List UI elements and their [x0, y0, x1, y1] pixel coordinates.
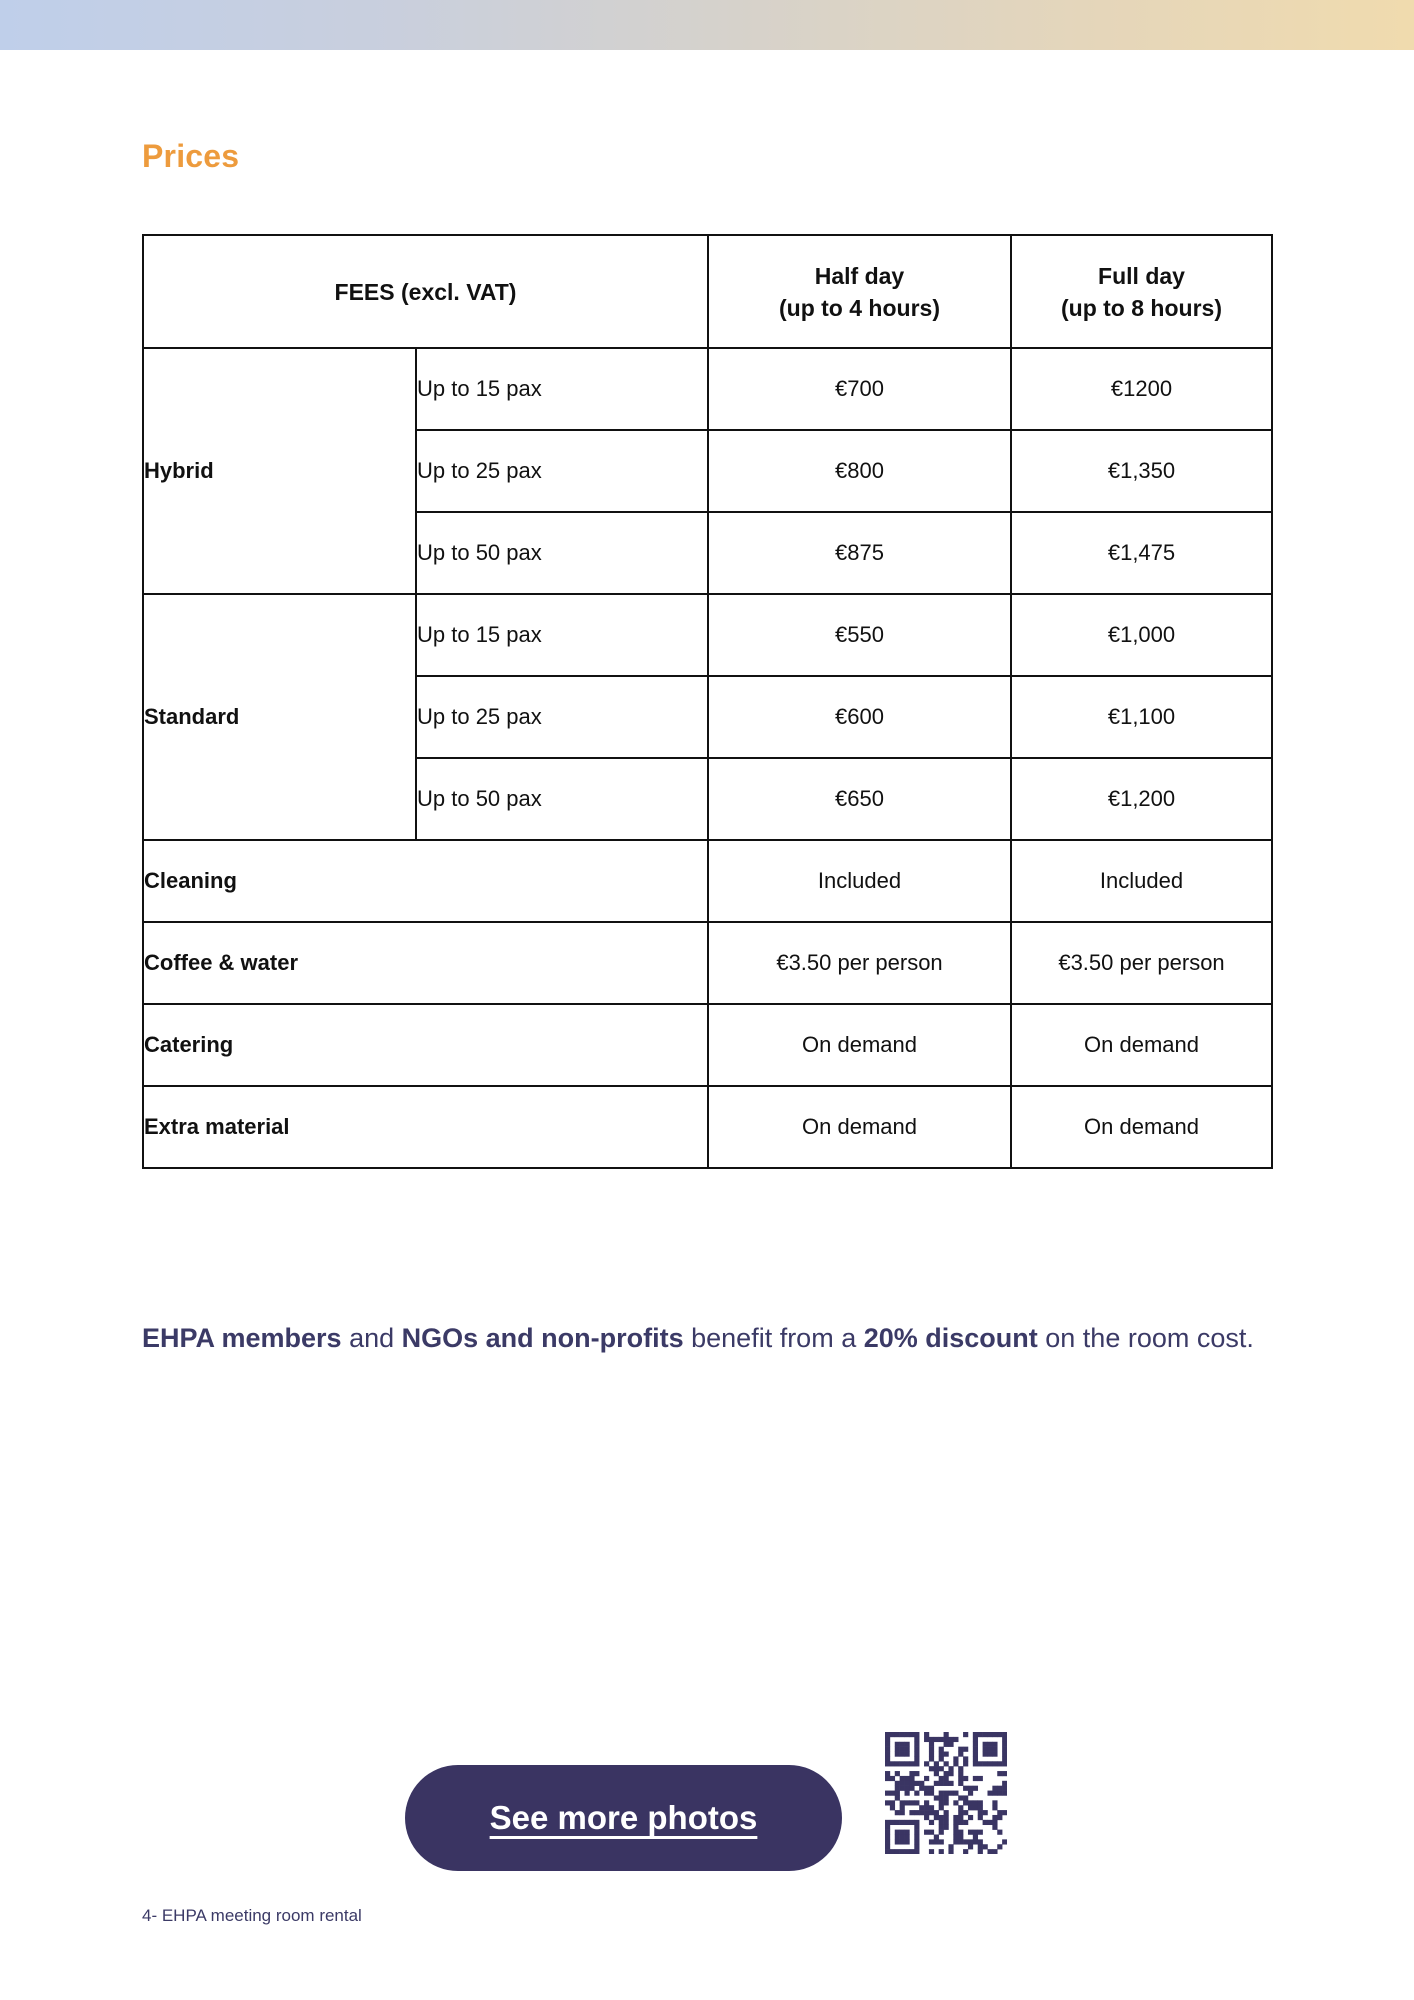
discount-note: [142, 1315, 1262, 1361]
capacity-cell: Up to 50 pax: [416, 512, 708, 594]
top-gradient-banner: [0, 0, 1414, 50]
discount-note-text: on the room cost.: [1037, 1323, 1254, 1353]
page-footer: 4- EHPA meeting room rental: [142, 1906, 362, 1925]
discount-note-text: and: [341, 1323, 402, 1353]
see-more-photos-button[interactable]: [405, 1765, 842, 1871]
half-day-price-cell: €700: [708, 348, 1011, 430]
full-day-price-cell: €1,100: [1011, 676, 1272, 758]
full-day-line2: (up to 8 hours): [1061, 294, 1222, 321]
half-day-value-cell: On demand: [708, 1086, 1011, 1168]
half-day-price-cell: €875: [708, 512, 1011, 594]
page-title: Prices: [142, 138, 240, 174]
capacity-cell: Up to 15 pax: [416, 348, 708, 430]
prices-table: [142, 234, 1273, 1169]
capacity-cell: Up to 25 pax: [416, 430, 708, 512]
full-day-line1: Full day: [1098, 262, 1185, 289]
full-day-value-cell: On demand: [1011, 1004, 1272, 1086]
group-label-standard: Standard: [143, 594, 416, 840]
full-day-price-cell: €1,200: [1011, 758, 1272, 840]
fees-header-cell: FEES (excl. VAT): [143, 235, 708, 348]
table-row: [143, 348, 1272, 430]
half-day-price-cell: €800: [708, 430, 1011, 512]
half-day-value-cell: €3.50 per person: [708, 922, 1011, 1004]
full-day-value-cell: On demand: [1011, 1086, 1272, 1168]
discount-note-ehpa-members: EHPA members: [142, 1323, 342, 1353]
table-row: [143, 594, 1272, 676]
service-label-extra-material: Extra material: [143, 1086, 708, 1168]
capacity-cell: Up to 25 pax: [416, 676, 708, 758]
service-label-catering: Catering: [143, 1004, 708, 1086]
discount-note-text: benefit from a: [683, 1323, 864, 1353]
full-day-price-cell: €1,350: [1011, 430, 1272, 512]
half-day-value-cell: Included: [708, 840, 1011, 922]
group-label-hybrid: Hybrid: [143, 348, 416, 594]
capacity-cell: Up to 15 pax: [416, 594, 708, 676]
full-day-value-cell: €3.50 per person: [1011, 922, 1272, 1004]
full-day-price-cell: €1,000: [1011, 594, 1272, 676]
table-row: [143, 840, 1272, 922]
table-row: [143, 1086, 1272, 1168]
table-header-row: [143, 235, 1272, 348]
service-label-cleaning: Cleaning: [143, 840, 708, 922]
table-row: [143, 922, 1272, 1004]
half-day-price-cell: €600: [708, 676, 1011, 758]
table-row: [143, 1004, 1272, 1086]
half-day-line2: (up to 4 hours): [779, 294, 940, 321]
see-more-photos-label: See more photos: [489, 1799, 758, 1836]
full-day-price-cell: €1200: [1011, 348, 1272, 430]
full-day-header-cell: [1011, 235, 1272, 348]
full-day-value-cell: Included: [1011, 840, 1272, 922]
half-day-line1: Half day: [814, 262, 905, 289]
service-label-coffee-water: Coffee & water: [143, 922, 708, 1004]
half-day-price-cell: €550: [708, 594, 1011, 676]
discount-note-ngos: NGOs and non-profits: [401, 1323, 684, 1353]
qr-code-image: [885, 1732, 1007, 1854]
full-day-price-cell: €1,475: [1011, 512, 1272, 594]
half-day-header-cell: [708, 235, 1011, 348]
half-day-value-cell: On demand: [708, 1004, 1011, 1086]
qr-code: [885, 1732, 1007, 1854]
capacity-cell: Up to 50 pax: [416, 758, 708, 840]
half-day-price-cell: €650: [708, 758, 1011, 840]
discount-note-discount: 20% discount: [863, 1323, 1038, 1353]
